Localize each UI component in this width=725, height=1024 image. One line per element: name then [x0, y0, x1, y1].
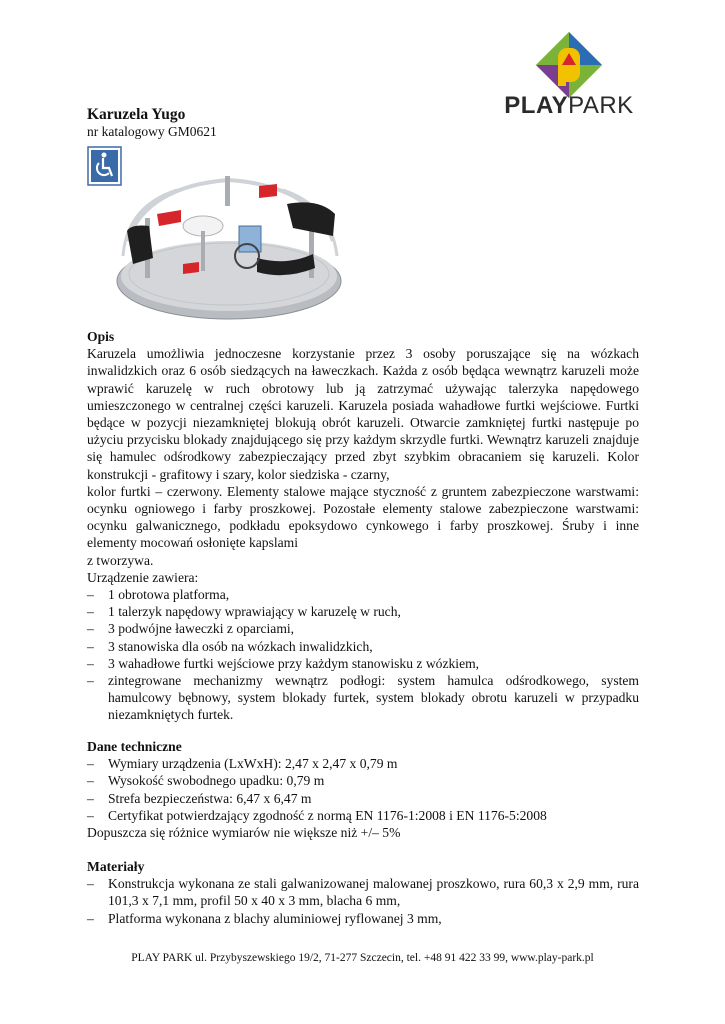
list-item: – 3 stanowiska dla osób na wózkach inwalidzkich,: [87, 638, 639, 655]
list-item: – Certyfikat potwierdzający zgodność z normą EN 1176-1:2008 i EN 1176-5:2008: [87, 807, 639, 824]
description-paragraph-2: kolor furtki – czerwony. Elementy stalowe mające styczność z gruntem zabezpieczone warstwami: ocynku ogniowego i farby proszkowej. Pozostałe elementy stalowe zabezpieczone warstwami: ocynku galwanicznego, podkładu epoksydowo cynkowego i farby proszkowej. Śruby i inne elementy mocowań osłonięte kapslami: [87, 483, 639, 551]
description-paragraph: Karuzela umożliwia jednoczesne korzystanie przez 3 osoby poruszające się na wózkach inwalidzkich oraz 6 osób siedzących na ławeczkach. Każda z osób będąca wewnątrz karuzeli może wprawić karuzelę w ruch obrotowy lub ją zatrzymać używając talerzyka napędowego umieszczonego w centralnej części karuzeli. Karuzela posiada wahadłowe furtki wejściowe. Furtki będące w pozycji niezamkniętej blokują obrót karuzeli. Otwarcie zamkniętej furtki następuje po użyciu przycisku blokady znajdującego się przy każdym skrzydle furtki. Wewnątrz karuzeli znajduje się hamulec odśrodkowy zabezpieczający przed zbyt szybkim obracaniem się karuzeli. Kolor konstrukcji - grafitowy i szary, kolor siedziska - czarny,: [87, 346, 639, 482]
technical-data-list: [87, 755, 639, 824]
technical-data-section: [87, 738, 639, 841]
materials-heading: Materiały: [87, 859, 145, 874]
list-item: – Wysokość swobodnego upadku: 0,79 m: [87, 772, 639, 789]
playpark-logo-mark: [534, 30, 604, 100]
materials-section: [87, 858, 639, 927]
contains-label: Urządzenie zawiera:: [87, 569, 199, 585]
playpark-logo-text: PLAYPARK: [504, 92, 634, 119]
product-illustration: [87, 146, 355, 326]
product-title: Karuzela Yugo: [87, 106, 186, 123]
list-item: – Platforma wykonana z blachy aluminiowej ryflowanej 3 mm,: [87, 910, 639, 927]
list-item: – Strefa bezpieczeństwa: 6,47 x 6,47 m: [87, 790, 639, 807]
list-item: – 3 wahadłowe furtki wejściowe przy każdym stanowisku z wózkiem,: [87, 655, 639, 672]
description-paragraph-3: z tworzywa.: [87, 552, 154, 568]
list-item: – 1 talerzyk napędowy wprawiający w karuzelę w ruch,: [87, 603, 639, 620]
page-footer: PLAY PARK ul. Przybyszewskiego 19/2, 71-277 Szczecin, tel. +48 91 422 33 99, www.play-park.pl: [131, 952, 594, 964]
playpark-logo: [504, 30, 634, 125]
tolerance-note: Dopuszcza się różnice wymiarów nie większe niż +/– 5%: [87, 825, 401, 841]
description-section: [87, 328, 639, 724]
technical-data-heading: Dane techniczne: [87, 739, 182, 754]
wheelchair-icon: [88, 147, 121, 185]
list-item: – 3 podwójne ławeczki z oparciami,: [87, 620, 639, 637]
list-item: – Konstrukcja wykonana ze stali galwanizowanej malowanej proszkowo, rura 60,3 x 2,9 mm, rura 101,3 x 7,1 mm, profil 50 x 40 x 3 mm, blacha 6 mm,: [87, 875, 639, 909]
catalog-number: nr katalogowy GM0621: [87, 124, 217, 139]
list-item: – zintegrowane mechanizmy wewnątrz podłogi: system hamulca odśrodkowego, system hamulcowy bębnowy, system blokady furtek, system blokady obrotu karuzeli w przypadku niezamkniętych furtek.: [87, 672, 639, 724]
contents-list: [87, 586, 639, 724]
list-item: – Wymiary urządzenia (LxWxH): 2,47 x 2,47 x 0,79 m: [87, 755, 639, 772]
description-heading: Opis: [87, 329, 115, 344]
list-item: – 1 obrotowa platforma,: [87, 586, 639, 603]
materials-list: [87, 875, 639, 927]
